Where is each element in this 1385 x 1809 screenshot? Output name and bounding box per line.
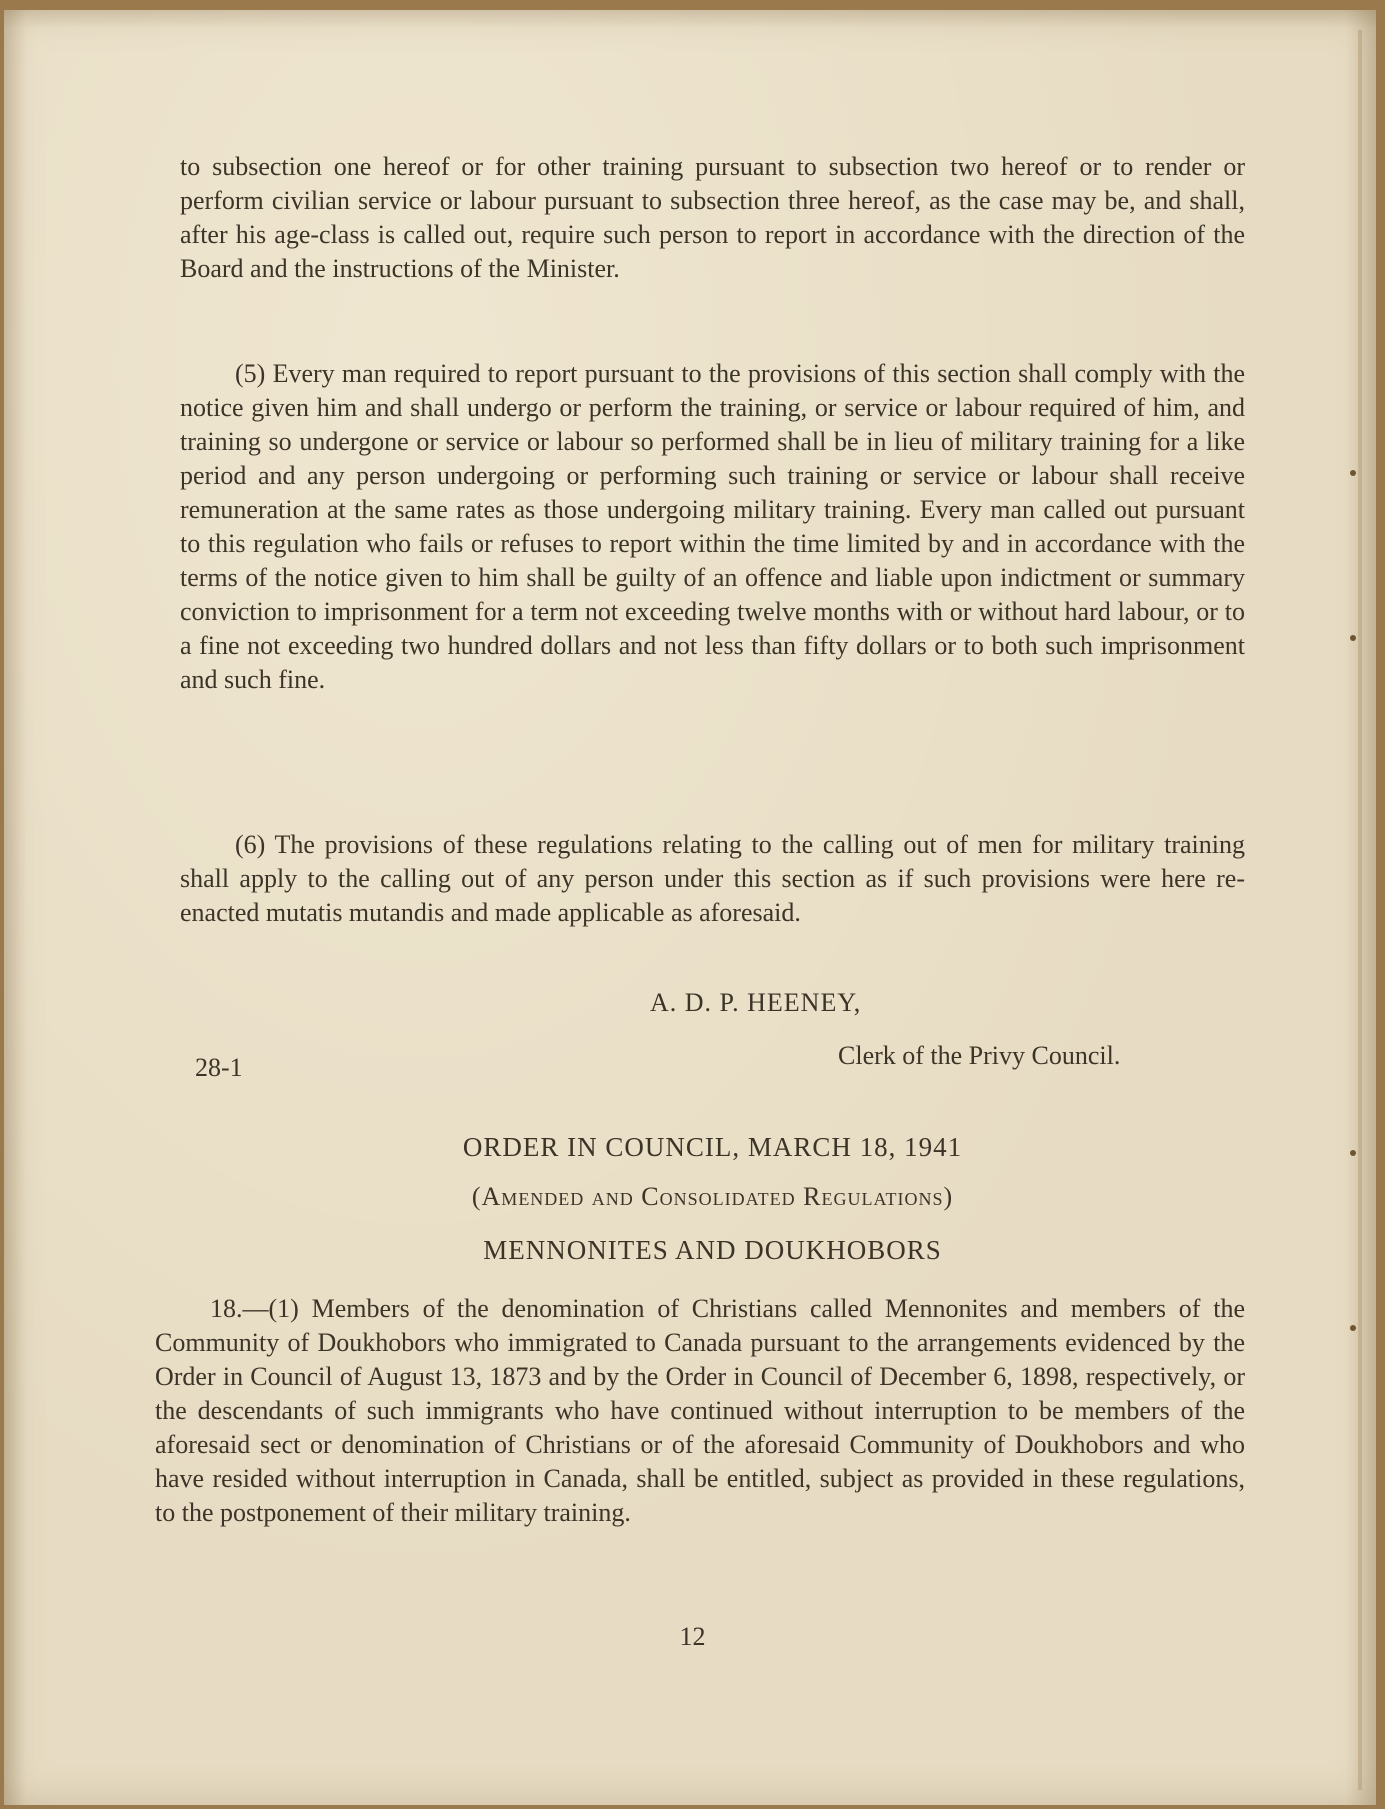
paragraph-5: (5) Every man required to report pursuant to the provisions of this section shall comply with the notice given him and shall undergo or perform the training, or service or labour required of him, and training so undergone or service or labour so performed shall be in lieu of military training for a like period and any person undergoing or performing such training or service or labour shall receive remuneration at the same rates as those undergoing military training. Every man called out pursuant to this regulation who fails or refuses to report within the time limited by and in accordance with the terms of the notice given to him shall be guilty of an offence and liable upon indictment or summary conviction to imprisonment for a term not exceeding twelve months with or without hard labour, or to a fine not exceeding two hundred dollars and not less than fifty dollars or to both such imprisonment and such fine.: [180, 359, 1245, 694]
page-edge-stain: [1358, 30, 1362, 1790]
staple-mark: [1350, 635, 1356, 641]
reference-number: 28-1: [195, 1053, 243, 1082]
paragraph-18-block: [155, 1292, 1245, 1530]
signatory-title: Clerk of the Privy Council.: [838, 1041, 1121, 1070]
signatory-name: A. D. P. HEENEY,: [650, 988, 862, 1017]
staple-mark: [1350, 1325, 1356, 1331]
continuation-paragraph: to subsection one hereof or for other training pursuant to subsection two hereof or to render or perform civilian service or labour pursuant to subsection three hereof, as the case may be, and shall, after his age-class is called out, require such person to report in accordance with the direction of the Board and the instructions of the Minister.: [180, 152, 1245, 283]
staple-mark: [1350, 470, 1356, 476]
order-subheading: (Amended and Consolidated Regulations): [471, 1182, 954, 1211]
paragraph-6: (6) The provisions of these regulations relating to the calling out of men for military training shall apply to the calling out of any person under this section as if such provisions were here re-enacted mutatis mutandis and made applicable as aforesaid.: [180, 830, 1245, 927]
paragraph-5-block: [180, 357, 1245, 697]
page-number: 12: [679, 1622, 706, 1651]
section-heading: MENNONITES AND DOUKHOBORS: [483, 1235, 942, 1265]
continuation-block: [180, 150, 1245, 286]
staple-mark: [1350, 1150, 1356, 1156]
paragraph-6-block: [180, 828, 1245, 930]
paragraph-18: 18.—(1) Members of the denomination of Christians called Mennonites and members of the Community of Doukhobors who immigrated to Canada pursuant to the arrangements evidenced by the Order in Council of August 13, 1873 and by the Order in Council of December 6, 1898, respectively, or the descendants of such immigrants who have continued without interruption to be members of the aforesaid sect or denomination of Christians or of the aforesaid Community of Doukhobors and who have resided without interruption in Canada, shall be entitled, subject as provided in these regulations, to the postponement of their military training.: [155, 1294, 1245, 1527]
order-heading: ORDER IN COUNCIL, MARCH 18, 1941: [462, 1132, 963, 1162]
